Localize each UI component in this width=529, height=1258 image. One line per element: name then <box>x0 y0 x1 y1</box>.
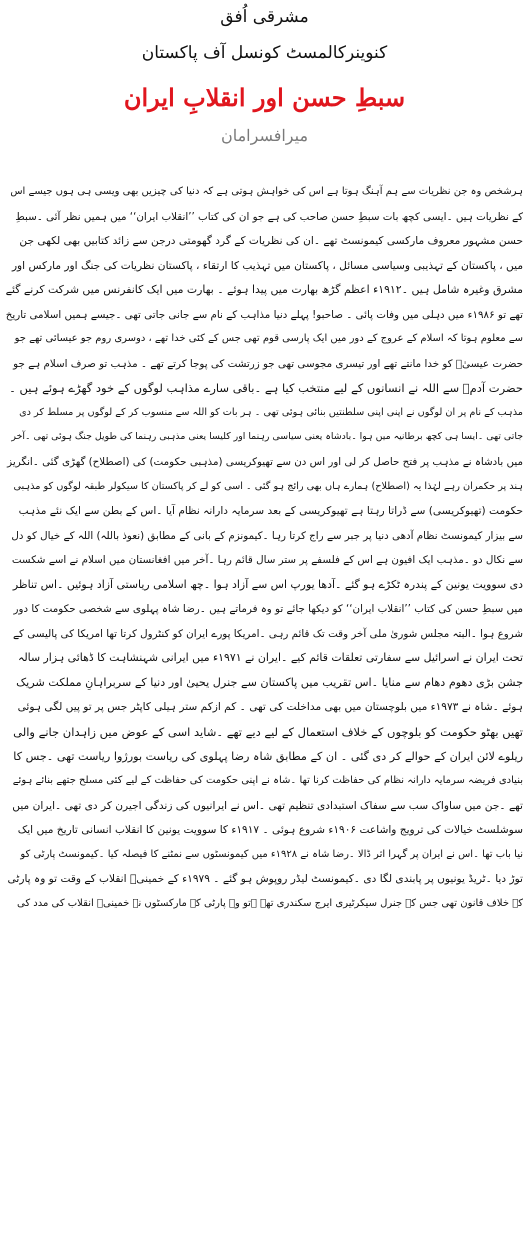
article-text-line: کے نظریات ہیں ۔ایسی کچھ بات سبطِ حسن صاحب کی ہے جو ان کی کتاب ’’انقلاب ایران‘‘ میں ہمیں نظر آئی ۔سبطِ <box>15 210 523 223</box>
author-name: میرافسرامان <box>220 126 309 145</box>
article-text-line: شروع ہوا ۔البتہ مجلس شوریٰ ملی آخر وقت تک قائم رہی ۔امریکا پورے ایران کو کنٹرول کرتا تھا امریکا کی پالیسی کے <box>13 627 523 640</box>
article-text-line: جاتی تھی ۔ایسا ہی کچھ برطانیہ میں ہوا ۔بادشاہ یعنی سیاسی رہنما اور کلیسا یعنی مذہبی رہنما کی طویل جنگ ہوئی تھی ۔آخر <box>11 431 523 443</box>
author-affiliation: کنوینرکالمسٹ کونسل آف پاکستان <box>141 43 388 63</box>
article-text-line: حضرت آدمؑ سے اللہ نے انسانوں کے لیے منتخب کیا ہے ۔باقی سارے مذاہب لوگوں کے خود گھڑے ہوئے ہیں ۔ <box>9 381 523 396</box>
article-body <box>6 180 523 1254</box>
article-text-line: دی سوویت یونین کے پندرہ ٹکڑے ہو گئے ۔آدھا یورپ اس سے آزاد ہوا ۔چھ اسلامی ریاستی آزاد ہوئیں ۔اس تناظر <box>12 577 523 591</box>
article-text-line: مشرق وغیرہ شامل ہیں ۔۱۹۱۲ء اعظم گڑھ بھارت میں پیدا ہوئے ۔ بھارت میں ایک کانفرنس میں شرکت کرنے گئے <box>6 283 523 297</box>
article-text-line: میں سبطِ حسن کی کتاب ’’انقلاب ایران‘‘ کو دیکھا جائے تو وہ فرماتے ہیں ۔رضا شاہ پہلوی سے شخصی حکومت کا دور <box>13 603 523 616</box>
article-text-line: حکومت (تھیوکریسی) سے ڈراتا رہتا ہے تھیوکریسی کے بعد سرمایہ دارانہ نظام آیا ۔اس کے بطن سے ایک نئے مذہب <box>18 505 523 518</box>
article-text-line: سوشلسٹ خیالات کی ترویج واشاعت ۱۹۰۶ء شروع ہوئی ۔ ۱۹۱۷ء کا سوویت یونین کا انقلاب انسانی تاریخ میں ایک <box>17 824 523 837</box>
article-text-line: تھے ۔جن میں ساواک سب سے سفاک استبدادی تنظیم تھی ۔اس نے ایرانیوں کی زندگی اجیرن کر دی تھی ۔ایران میں <box>12 799 523 812</box>
article-text-line: نیا باب تھا ۔اس نے ایران پر گہرا اثر ڈالا ۔رضا شاہ نے ۱۹۲۸ء میں کیمونسٹوں سے نمٹنے کا فیصلہ کیا ۔کیمونسٹ پارٹی کو <box>20 848 523 860</box>
article-text-line: میں ، پاکستان کے تہذیبی وسیاسی مسائل ، پاکستان میں تہذیب کا ارتقاء ، پاکستان نظریات کی جنگ اور مارکس اور <box>11 259 523 272</box>
column-name: مشرقی اُفق <box>220 7 309 27</box>
column-header <box>8 6 521 146</box>
article-text-line: کے خلاف قانون تھی جس کے جنرل سیکرٹیری ایرج سکندری تھے ۔تو وہ پارٹی کے مارکسٹوں نے خمینیؒ انقلاب کی مدد کی <box>16 897 523 909</box>
article-text-line: توڑ دیا ۔ٹریڈ یونیوں پر پابندی لگا دی ۔کیمونسٹ لیڈر روپوش ہو گئے ۔ ۱۹۷۹ء کے خمینیؒ انقلاب کے وقت تو وہ پارٹی <box>7 873 523 886</box>
article-text-line: تھے تو ۱۹۸۶ء میں دہلی میں وفات پائی ۔ صاحبو! پہلے دنیا مذاہب کے نام سے جانی جاتی تھی ۔جیسے ہمیں اسلامی تاریخ <box>6 308 523 321</box>
article-text-line: بنیادی فریضہ سرمایہ دارانہ نظام کی حفاظت کرنا تھا ۔شاہ نے اپنی حکومت کی حفاظت کے لیے کئی مسلح جتھے بنائے ہوئے <box>12 775 523 787</box>
article-text-line: تحت ایران نے اسرائیل سے سفارتی تعلقات قائم کیے ۔ایران نے ۱۹۷۱ء میں ایرانی شہنشاہت کا ڈھائی ہزار سالہ <box>17 651 523 665</box>
article-text-line: سے معلوم ہوتا کہ اسلام کے عروج کے دور میں ایک پارسی قوم تھی جس کے کئی خدا تھے ، دوسری روم جو عیسائی تھے جو <box>14 333 523 345</box>
article-text-line: حسن مشہور معروف مارکسی کیمونسٹ تھے ۔ان کی نظریات کے گرد گھومتی درجن سے زائد کتابیں بھی لکھی جن <box>19 235 523 248</box>
article-text-line: مذہب کے نام پر ان لوگوں نے اپنی اپنی سلطنتیں بنائی ہوئی تھی ۔ ہر بات کو اللہ سے منسوب کر کے لوگوں پر مسلط کر دی <box>19 406 523 418</box>
article-text-line: سے بیزار کیمونسٹ نظام آدھی دنیا پر جبر سے راج کرتا رہا ۔کیمونزم کے بانی کے مطابق (نعوذ باللہ) اللہ کے خیال کو دل <box>11 529 523 542</box>
article-text-line: ریلوے لائن ایران کے حوالے کر دی گئی ۔ ان کے مطابق شاہ رضا پہلوی کی ریاست بورژوا ریاست تھی ۔جس کا <box>13 749 523 763</box>
article-text-line: ہرشخص وہ جن نظریات سے ہم آہنگ ہوتا ہے اس کی خواہش ہوتی ہے کہ دنیا کی چیزیں بھی ویسی ہی ہوں جیسے اس <box>10 186 523 197</box>
article-headline: سبطِ حسن اور انقلابِ ایران <box>123 83 406 112</box>
article-text-line: میں بادشاہ نے مذہب پر فتح حاصل کر لی اور اس دن سے تھیوکریسی (مذہبی حکومت) کی (اصطلاح) گھڑی گئی ۔انگریز <box>7 456 523 469</box>
article-text-line: تھیں بھٹو حکومت کو بلوچوں کے خلاف استعمال کے لیے دیے تھے ۔شاید اسی کے عوض میں زاہدان جانے والی <box>13 725 523 740</box>
article-text-line: ہوئے ۔شاہ نے ۱۹۷۳ء میں بلوچستان میں بھی مداخلت کی تھی ۔ کم ازکم ستر ہیلی کاپٹر جس پر تو پیں لگی ہوئی <box>17 701 523 714</box>
article-text-line: جشن بڑی دھوم دھام سے منایا ۔اس تقریب میں پاکستان سے جنرل یحییٰ اور دنیا کے سربراہانِ مملکت شریک <box>16 675 523 689</box>
article-text-line: حضرت عیسیٰؑ کو خدا مانتے تھے اور تیسری مجوسی تھی جو زرتشت کی پوجا کرتے تھے ۔ مذہب تو صرف اسلام ہے جو <box>13 357 523 370</box>
article-text-line: ہند پر حکمران رہے لہٰذا یہ (اصطلاح) ہمارے ہاں بھی رائج ہو گئی ۔ اسی کو لے کر پاکستان کا سیکولر طبقہ لوگوں کو مذہبی <box>13 480 523 492</box>
article-text-line: سے نکال دو ۔مذہب ایک افیون ہے اس کے فلسفے پر ستر سال قائم رہا ۔آخر میں افغانستان میں اسلام نے اسے شکست <box>11 554 523 567</box>
